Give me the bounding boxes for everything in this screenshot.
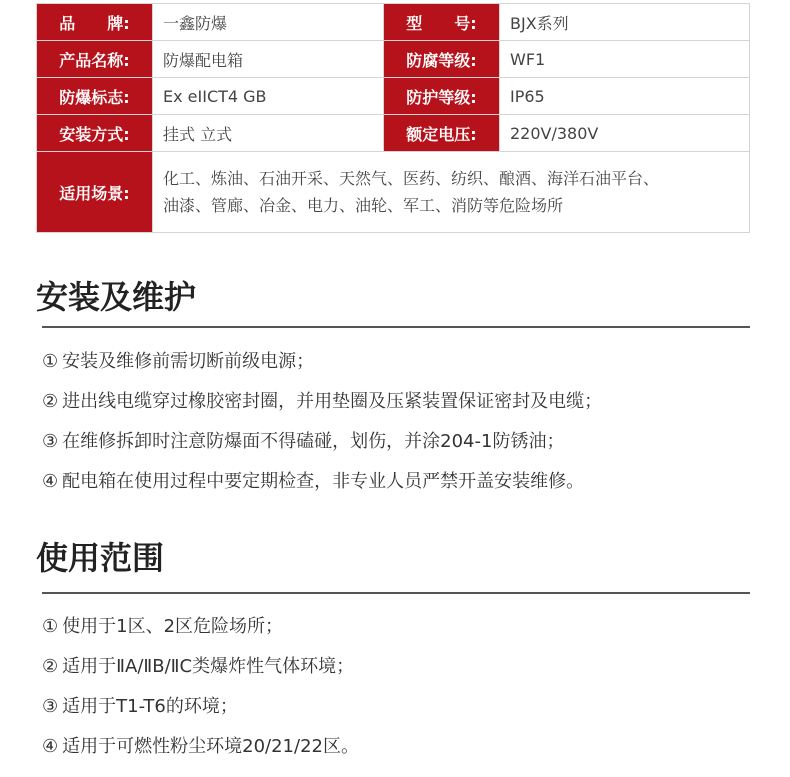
ex-mark-label: 防爆标志: bbox=[37, 78, 153, 115]
corrosion-grade-value: WF1 bbox=[500, 41, 750, 78]
list-text: 配电箱在使用过程中要定期检查，非专业人员严禁开盖安装维修。 bbox=[62, 471, 585, 492]
spec-row bbox=[37, 4, 750, 41]
protection-grade-label: 防护等级: bbox=[384, 78, 500, 115]
model-label: 型 号: bbox=[384, 4, 500, 41]
list-number: ④ bbox=[42, 736, 59, 757]
list-item bbox=[42, 687, 359, 727]
list-item bbox=[42, 607, 359, 647]
list-text: 适用于可燃性粉尘环境20/21/22区。 bbox=[62, 736, 359, 757]
list-text: 在维修拆卸时注意防爆面不得磕碰，划伤，并涂204-1防锈油； bbox=[62, 431, 565, 452]
rated-voltage-value: 220V/380V bbox=[500, 115, 750, 152]
usage-list bbox=[42, 607, 359, 767]
spec-table bbox=[36, 3, 750, 233]
list-text: 进出线电缆穿过橡胶密封圈，并用垫圈及压紧装置保证密封及电缆； bbox=[62, 391, 603, 412]
application-scene-line: 化工、炼油、石油开采、天然气、医药、纺织、酿酒、海洋石油平台、 bbox=[163, 169, 660, 188]
product-name-label: 产品名称: bbox=[37, 41, 153, 78]
spec-row bbox=[37, 41, 750, 78]
list-number: ③ bbox=[42, 431, 59, 452]
list-number: ④ bbox=[42, 471, 59, 492]
application-scene-label: 适用场景: bbox=[37, 152, 153, 233]
spec-row bbox=[37, 152, 750, 233]
spec-row bbox=[37, 78, 750, 115]
list-item bbox=[42, 422, 602, 462]
install-method-value: 挂式 立式 bbox=[153, 115, 384, 152]
spec-row bbox=[37, 115, 750, 152]
list-item bbox=[42, 462, 602, 502]
application-scene-line: 油漆、管廊、冶金、电力、油轮、军工、消防等危险场所 bbox=[163, 196, 564, 215]
usage-section-title: 使用范围 bbox=[36, 539, 165, 577]
product-name-value: 防爆配电箱 bbox=[153, 41, 384, 78]
brand-value: 一鑫防爆 bbox=[153, 4, 384, 41]
list-item bbox=[42, 342, 602, 382]
list-text: 安装及维修前需切断前级电源； bbox=[62, 351, 315, 372]
list-number: ② bbox=[42, 391, 59, 412]
divider bbox=[42, 326, 750, 328]
install-list bbox=[42, 342, 602, 502]
list-number: ② bbox=[42, 656, 59, 677]
install-section-title: 安装及维护 bbox=[36, 278, 197, 316]
list-number: ① bbox=[42, 351, 59, 372]
rated-voltage-label: 额定电压: bbox=[384, 115, 500, 152]
list-item bbox=[42, 382, 602, 422]
corrosion-grade-label: 防腐等级: bbox=[384, 41, 500, 78]
list-text: 适用于ⅡA/ⅡB/ⅡC类爆炸性气体环境； bbox=[62, 656, 355, 677]
brand-label: 品 牌: bbox=[37, 4, 153, 41]
protection-grade-value: IP65 bbox=[500, 78, 750, 115]
install-method-label: 安装方式: bbox=[37, 115, 153, 152]
list-number: ③ bbox=[42, 696, 59, 717]
ex-mark-value: Ex eIICT4 GB bbox=[153, 78, 384, 115]
list-item bbox=[42, 727, 359, 767]
list-text: 适用于T1-T6的环境； bbox=[62, 696, 238, 717]
divider bbox=[42, 592, 750, 594]
list-number: ① bbox=[42, 616, 59, 637]
list-text: 使用于1区、2区危险场所； bbox=[62, 616, 284, 637]
list-item bbox=[42, 647, 359, 687]
application-scene-value bbox=[153, 152, 750, 233]
model-value: BJX系列 bbox=[500, 4, 750, 41]
